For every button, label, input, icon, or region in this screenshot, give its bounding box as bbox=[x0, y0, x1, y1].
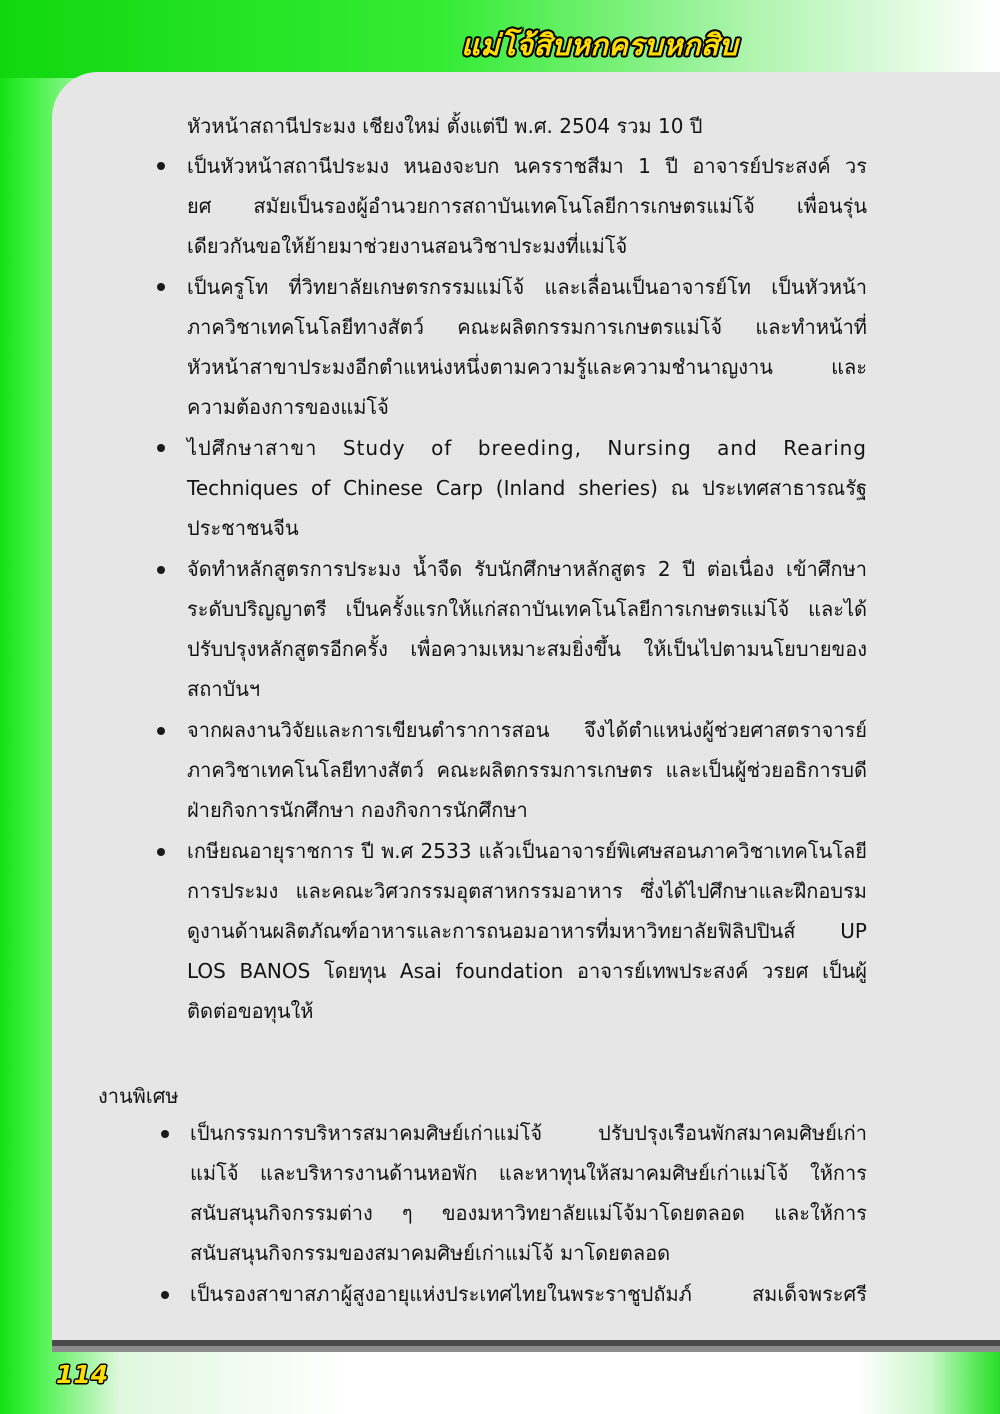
bullet-icon bbox=[157, 283, 165, 291]
text-line: ยศ สมัยเป็นรองผู้อำนวยการสถาบันเทคโนโลยีการเกษตรแม่โจ้ เพื่อนรุ่น bbox=[187, 194, 867, 218]
text-line: ระดับปริญญาตรี เป็นครั้งแรกให้แก่สถาบันเทคโนโลยีการเกษตรแม่โจ้ และได้ bbox=[187, 597, 867, 621]
text-line: การประมง และคณะวิศวกรรมอุตสาหกรรมอาหาร ซึ่งได้ไปศึกษาและฝึกอบรม bbox=[187, 879, 867, 903]
text-line: ภาควิชาเทคโนโลยีทางสัตว์ คณะผลิตกรรมการเกษตรแม่โจ้ และทำหน้าที่ bbox=[187, 315, 867, 339]
bullet-icon bbox=[157, 444, 165, 452]
text-line: เป็นรองสาขาสภาผู้สูงอายุแห่งประเทศไทยในพระราชูปถัมภ์ สมเด็จพระศรี bbox=[190, 1282, 867, 1306]
text-line: เป็นหัวหน้าสถานีประมง หนองจะบก นครราชสีมา 1 ปี อาจารย์ประสงค์ วร bbox=[187, 154, 867, 178]
text-line: จากผลงานวิจัยและการเขียนตำราการสอน จึงได้ตำแหน่งผู้ช่วยศาสตราจารย์ bbox=[187, 718, 867, 742]
bullet-icon bbox=[161, 1291, 169, 1299]
section-heading: งานพิเศษ bbox=[98, 1084, 179, 1108]
text-line: เกษียณอายุราชการ ปี พ.ศ 2533 แล้วเป็นอาจารย์พิเศษสอนภาควิชาเทคโนโลยี bbox=[187, 839, 867, 863]
bullet-icon bbox=[161, 1130, 169, 1138]
bullet-icon bbox=[157, 727, 165, 735]
text-line: แม่โจ้ และบริหารงานด้านหอพัก และหาทุนให้สมาคมศิษย์เก่าแม่โจ้ ให้การ bbox=[190, 1161, 867, 1185]
text-line: หัวหน้าสาขาประมงอีกตำแหน่งหนึ่งตามความรู้และความชำนาญงาน และ bbox=[187, 355, 867, 379]
text-line: ความต้องการของแม่โจ้ bbox=[187, 395, 389, 419]
text-line: ฝ่ายกิจการนักศึกษา กองกิจการนักศึกษา bbox=[187, 798, 528, 822]
text-line: สนับสนุนกิจกรรมต่าง ๆ ของมหาวิทยาลัยแม่โจ้มาโดยตลอด และให้การ bbox=[190, 1201, 867, 1225]
text-line: Techniques of Chinese Carp (Inland sheries) ณ ประเทศสาธารณรัฐ bbox=[187, 476, 867, 500]
bullet-icon bbox=[157, 162, 165, 170]
text-line: สถาบันฯ bbox=[187, 677, 261, 701]
text-line: ติดต่อขอทุนให้ bbox=[187, 999, 314, 1023]
text-line: เดียวกันขอให้ย้ายมาช่วยงานสอนวิชาประมงที่แม่โจ้ bbox=[187, 234, 628, 258]
text-line: เป็นกรรมการบริหารสมาคมศิษย์เก่าแม่โจ้ ปรับปรุงเรือนพักสมาคมศิษย์เก่า bbox=[190, 1121, 867, 1145]
text-line: LOS BANOS โดยทุน Asai foundation อาจารย์เทพประสงค์ วรยศ เป็นผู้ bbox=[187, 959, 867, 983]
text-line: หัวหน้าสถานีประมง เชียงใหม่ ตั้งแต่ปี พ.ศ. 2504 รวม 10 ปี bbox=[187, 114, 703, 138]
bullet-icon bbox=[157, 848, 165, 856]
bullet-icon bbox=[157, 566, 165, 574]
header-title: แม่โจ้สิบหกครบหกสิบ bbox=[461, 28, 738, 62]
text-line: ไปศึกษาสาขา Study of breeding, Nursing and Rearing bbox=[187, 436, 867, 460]
text-line: ดูงานด้านผลิตภัณฑ์อาหารและการถนอมอาหารที่มหาวิทยาลัยฟิลิปปินส์ UP bbox=[187, 919, 867, 943]
text-line: ปรับปรุงหลักสูตรอีกครั้ง เพื่อความเหมาะสมยิ่งขึ้น ให้เป็นไปตามนโยบายของ bbox=[187, 637, 867, 661]
text-line: เป็นครูโท ที่วิทยาลัยเกษตรกรรมแม่โจ้ และเลื่อนเป็นอาจารย์โท เป็นหัวหน้า bbox=[187, 275, 867, 299]
text-line: ประชาชนจีน bbox=[187, 516, 299, 540]
page-number: 114 bbox=[56, 1360, 109, 1389]
text-line: จัดทำหลักสูตรการประมง น้ำจืด รับนักศึกษาหลักสูตร 2 ปี ต่อเนื่อง เข้าศึกษา bbox=[187, 557, 867, 581]
text-line: สนับสนุนกิจกรรมของสมาคมศิษย์เก่าแม่โจ้ มาโดยตลอด bbox=[190, 1241, 671, 1265]
text-line: ภาควิชาเทคโนโลยีทางสัตว์ คณะผลิตกรรมการเกษตร และเป็นผู้ช่วยอธิการบดี bbox=[187, 758, 867, 782]
